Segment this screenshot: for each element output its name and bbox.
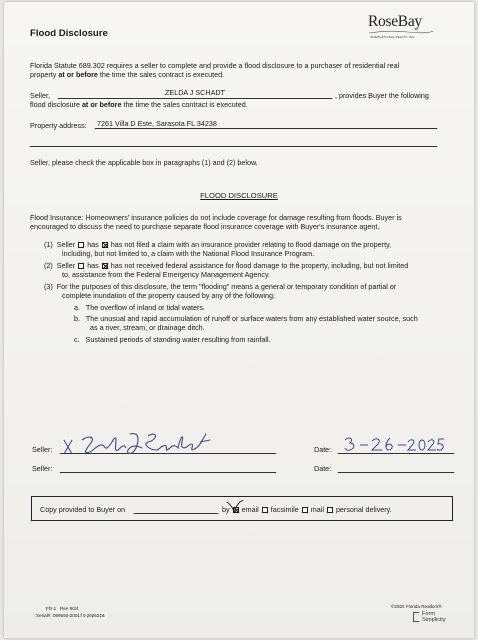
item-2: (2) Seller has has not received federal assistance for flood damage to the property, including, but not limited (44, 261, 409, 270)
item-3b-line-2: as a river, stream, or drainage ditch. (90, 323, 205, 332)
seller-line-2: flood disclosure at or before the time the sales contract is executed. (30, 100, 248, 109)
item-1: (1) Seller has has not filed a claim with an insurance provider relating to flood damage on the property, (44, 240, 392, 249)
property-label: Property address: (30, 121, 87, 130)
form-simplicity-logo: Form Simplicity (413, 611, 446, 623)
copy-date-line[interactable] (134, 513, 218, 514)
personal-delivery-checkbox[interactable] (327, 507, 333, 513)
seller-line-post: , provides Buyer the following (335, 91, 429, 100)
instruction-text: Seller, please check the applicable box in paragraphs (1) and (2) below. (30, 158, 258, 167)
item-1-has-checkbox[interactable] (78, 242, 84, 248)
seller-2-signature-line[interactable] (60, 472, 276, 473)
property-address-line[interactable] (95, 128, 437, 129)
copyright: ©2024 Florida Realtors® (391, 604, 442, 609)
facsimile-checkbox[interactable] (262, 507, 268, 513)
item-3c: c. Sustained periods of standing water resulting from rainfall. (74, 335, 271, 344)
logo-name: RoseBay (368, 13, 422, 30)
item-2-has-not-checkbox[interactable] (102, 263, 108, 269)
form-id: FD-1 Rev 9/24 (46, 606, 79, 611)
seller-name-value[interactable]: ZELDA J SCHADT (165, 88, 225, 97)
copy-options: by email facsimile mail personal delivery. (222, 505, 392, 514)
item-2-line-2: to, assistance from the Federal Emergency Management Agency. (62, 270, 271, 279)
property-address-line-2[interactable] (30, 146, 437, 147)
rosebay-logo (366, 13, 436, 43)
date-1-label: Date: (314, 445, 332, 454)
item-1-line-2: including, but not limited to, a claim with the National Flood Insurance Program. (62, 249, 315, 258)
item-3a: a. The overflow of inland or tidal waters. (74, 303, 205, 312)
item-3b: b. The unusual and rapid accumulation of runoff or surface waters from any established water source, such (74, 314, 418, 323)
seller-2-label: Seller: (32, 464, 53, 473)
flood-insurance-line-1: Flood Insurance: Homeowners' insurance policies do not include coverage for damage resulting from floods. Buyer is (30, 213, 402, 222)
item-3-line-2: complete inundation of the property caused by any of the following: (62, 291, 275, 300)
property-address-value[interactable]: 7261 Villa D Este, Sarasota FL 34238 (97, 119, 217, 128)
logo-tagline: INTERNATIONAL REALTY, INC (370, 35, 415, 39)
email-check-mark-icon (224, 498, 246, 516)
date-2-line[interactable] (338, 472, 454, 473)
seller-name-line[interactable] (58, 98, 332, 99)
item-1-has-not-checkbox[interactable] (102, 242, 108, 248)
intro-line-1: Florida Statute 689.302 requires a seller to complete and provide a flood disclosure to a purchaser of residential real (30, 61, 400, 70)
seller-1-signature[interactable] (60, 428, 220, 458)
mail-checkbox[interactable] (302, 507, 308, 513)
item-3: (3) For the purposes of this disclosure, the term "flooding" means a general or temporary condition of partial or (44, 282, 397, 291)
seller-1-label: Seller: (32, 445, 53, 454)
document-page (4, 2, 474, 638)
date-2-label: Date: (314, 464, 332, 473)
document-title: Flood Disclosure (30, 28, 108, 39)
item-2-has-checkbox[interactable] (78, 263, 84, 269)
date-1-handwritten[interactable] (342, 434, 446, 456)
copy-provided-text: Copy provided to Buyer on (40, 505, 126, 514)
serial-number: Serial#: 099593-200174-2926318 (36, 613, 105, 618)
intro-emphasis: at or before (58, 70, 98, 79)
intro-line-2: property at or before the time the sales contract is executed. (30, 70, 225, 79)
form-simplicity-icon (413, 612, 419, 622)
seller-label: Seller, (30, 91, 50, 100)
section-title: FLOOD DISCLOSURE (200, 191, 278, 200)
flood-insurance-line-2: encouraged to discuss the need to purchase separate flood insurance coverage with Buyer's insurance agent. (30, 222, 380, 231)
